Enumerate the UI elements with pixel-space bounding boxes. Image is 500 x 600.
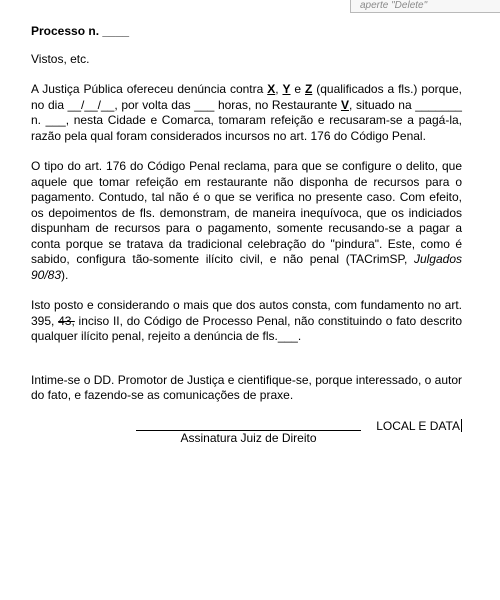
complaint-text-d: (qualificados a fls.) porque, no dia __/__/__, por volta das ___ horas, no Restaurante (31, 82, 463, 112)
struck-article: 43, (58, 313, 75, 328)
defendant-x: X (267, 82, 276, 96)
decision-text-a: Isto posto e considerando o mais que dos autos consta, com fundamento no art. 395, (31, 298, 462, 328)
delete-hint-tab (350, 0, 500, 13)
process-title: Processo n. ____ (31, 24, 130, 38)
paragraph-complaint (31, 82, 462, 144)
restaurant-v: V (340, 97, 349, 112)
salutation: Vistos, etc. (31, 51, 90, 66)
decision-text-b: inciso II, do Código de Processo Penal, não constituindo o fato descrito qualquer ilícito penal, rejeito a denúncia de fls.___. (31, 313, 462, 343)
paragraph-notification: Intime-se o DD. Promotor de Justiça e cientifique-se, porque interessado, o autor do fato, e fazendo-se as comunicações de praxe. (31, 372, 462, 402)
document-body[interactable] (31, 24, 462, 434)
case-citation: Julgados 90/83 (31, 252, 462, 282)
defendant-z: Z (304, 82, 313, 96)
place-date-text: LOCAL E DATA (376, 418, 460, 433)
defendant-y: Y (282, 82, 291, 96)
complaint-text-b: , (275, 82, 283, 96)
complaint-text-e: , situado na _______ n. ___, nesta Cidade e Comarca, tomaram refeição e recusaram-se a pagá-la, razão pela qual foram considerados incursos no art. 176 do Código Penal. (31, 97, 462, 143)
analysis-text-a: O tipo do art. 176 do Código Penal reclama, para que se configure o delito, que aquele que tomar refeição em restaurante não disponha de recursos para o pagamento. Contudo, tal não é o que se verifica no presente caso. Com efeito, os depoimentos de fls. demonstram, de maneira inequívoca, que os indiciados dispunham de recursos para o pagamento, somente recusando-se a pagar a conta porque se tratava da tradicional celebração do "pindura". Este, como é sabido, configura tão-somente ilícito civil, e não penal (TACrimSP, (31, 159, 462, 266)
delete-hint-text: aperte "Delete" (360, 0, 428, 11)
complaint-text-a: A Justiça Pública ofereceu denúncia contra (31, 82, 268, 96)
signature-label: Assinatura Juiz de Direito (180, 431, 317, 445)
complaint-text-c: e (290, 82, 305, 96)
analysis-text-b: ). (61, 267, 69, 282)
paragraph-analysis (31, 159, 462, 283)
text-cursor (461, 419, 462, 432)
paragraph-decision (31, 298, 462, 345)
